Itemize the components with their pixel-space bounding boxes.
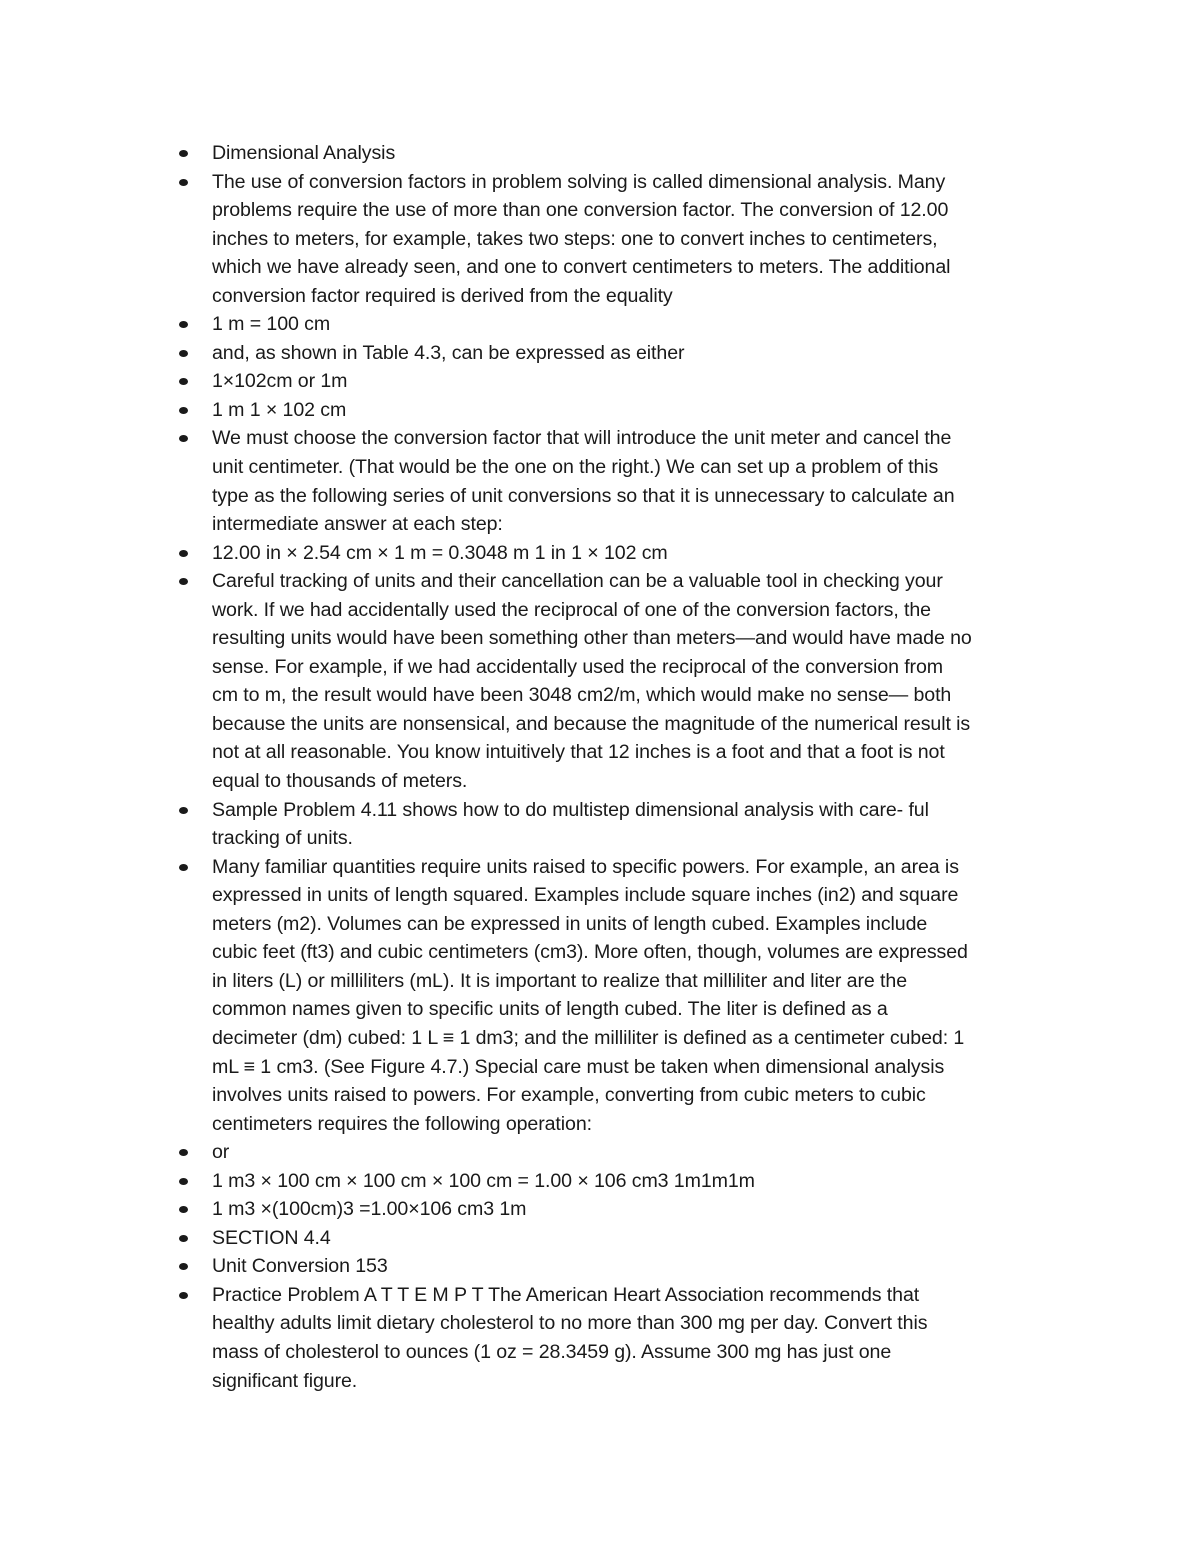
list-item-text: The use of conversion factors in problem solving is called dimensional analysis. Many problems require the use of more than one conversion factor. The conversion of 12.00 inches to meters, for example, takes two steps: one to convert inches to centimeters, which we have already seen, and one to convert centimeters to meters. The additional conversion factor required is derived from the equality bbox=[212, 170, 951, 307]
list-item-text: 1 m3 ×(100cm)3 =1.00×106 cm3 1m bbox=[212, 1198, 527, 1221]
list-item bbox=[170, 853, 1070, 1138]
list-item-text: 1 m3 × 100 cm × 100 cm × 100 cm = 1.00 × 106 cm3 1m1m1m bbox=[212, 1169, 755, 1192]
list-item bbox=[170, 1195, 1070, 1224]
list-item-text: Careful tracking of units and their cancellation can be a valuable tool in checking your work. If we had accidentally used the reciprocal of one of the conversion factors, the resulting units would have been something other than meters—and would have made no sense. For example, if we had accidentally used the reciprocal of the conversion from cm to m, the result would have been 3048 cm2/m, which would make no sense— both because the units are nonsensical, and because the magnitude of the numerical result is not at all reasonable. You know intuitively that 12 inches is a foot and that a foot is not equal to thousands of meters. bbox=[212, 570, 972, 793]
bullet-icon bbox=[179, 1263, 188, 1270]
list-item bbox=[170, 1138, 1070, 1167]
list-item-text: Sample Problem 4.11 shows how to do multistep dimensional analysis with care- ful tracking of units. bbox=[212, 798, 929, 850]
list-item-text: SECTION 4.4 bbox=[212, 1226, 331, 1249]
list-item-text: Unit Conversion 153 bbox=[212, 1255, 388, 1278]
list-item bbox=[170, 396, 1070, 425]
list-item bbox=[170, 796, 1070, 853]
bullet-icon bbox=[179, 350, 188, 357]
bullet-icon bbox=[179, 1292, 188, 1299]
bullet-icon bbox=[179, 179, 188, 186]
bullet-icon bbox=[179, 1206, 188, 1213]
bullet-list bbox=[170, 139, 1070, 1395]
bullet-icon bbox=[179, 1178, 188, 1185]
list-item bbox=[170, 310, 1070, 339]
list-item-text: We must choose the conversion factor that will introduce the unit meter and cancel the unit centimeter. (That would be the one on the right.) We can set up a problem of this type as the following series of unit conversions so that it is unnecessary to calculate an intermediate answer at each step: bbox=[212, 427, 955, 536]
list-item bbox=[170, 1224, 1070, 1253]
list-item-text: 1 m 1 × 102 cm bbox=[212, 398, 347, 421]
list-item-text: Many familiar quantities require units raised to specific powers. For example, an area is expressed in units of length squared. Examples include square inches (in2) and square meters (m2). Volumes can be expressed in units of length cubed. Examples include cubic feet (ft3) and cubic centimeters (cm3). More often, though, volumes are expressed in liters (L) or milliliters (mL). It is important to realize that milliliter and liter are the common names given to specific units of length cubed. The liter is defined as a decimeter (dm) cubed: 1 L ≡ 1 dm3; and the milliliter is defined as a centimeter cubed: 1 mL ≡ 1 cm3. (See Figure 4.7.) Special care must be taken when dimensional analysis involves units raised to powers. For example, converting from cubic meters to cubic centimeters requires the following operation: bbox=[212, 855, 968, 1135]
bullet-icon bbox=[179, 864, 188, 871]
bullet-icon bbox=[179, 378, 188, 385]
bullet-icon bbox=[179, 578, 188, 585]
list-item-text: Practice Problem A T T E M P T The American Heart Association recommends that healthy adults limit dietary cholesterol to no more than 300 mg per day. Convert this mass of cholesterol to ounces (1 oz = 28.3459 g). Assume 300 mg has just one significant figure. bbox=[212, 1283, 928, 1392]
list-item-text: 1 m = 100 cm bbox=[212, 313, 331, 336]
bullet-icon bbox=[179, 150, 188, 157]
bullet-icon bbox=[179, 1149, 188, 1156]
list-item bbox=[170, 139, 1070, 168]
list-item bbox=[170, 424, 1070, 538]
list-item bbox=[170, 567, 1070, 795]
bullet-icon bbox=[179, 807, 188, 814]
list-item bbox=[170, 1252, 1070, 1281]
list-item-text: 1×102cm or 1m bbox=[212, 370, 348, 393]
bullet-icon bbox=[179, 407, 188, 414]
list-item-text: Dimensional Analysis bbox=[212, 142, 396, 164]
bullet-icon bbox=[179, 1235, 188, 1242]
list-item bbox=[170, 168, 1070, 311]
list-item-text: or bbox=[212, 1141, 230, 1164]
list-item-text: and, as shown in Table 4.3, can be expressed as either bbox=[212, 341, 685, 364]
list-item-text: 12.00 in × 2.54 cm × 1 m = 0.3048 m 1 in 1 × 102 cm bbox=[212, 541, 668, 564]
list-item bbox=[170, 339, 1070, 368]
bullet-icon bbox=[179, 550, 188, 557]
list-item bbox=[170, 539, 1070, 568]
list-item bbox=[170, 1167, 1070, 1196]
bullet-icon bbox=[179, 435, 188, 442]
list-item bbox=[170, 1281, 1070, 1395]
list-item bbox=[170, 367, 1070, 396]
bullet-icon bbox=[179, 321, 188, 328]
